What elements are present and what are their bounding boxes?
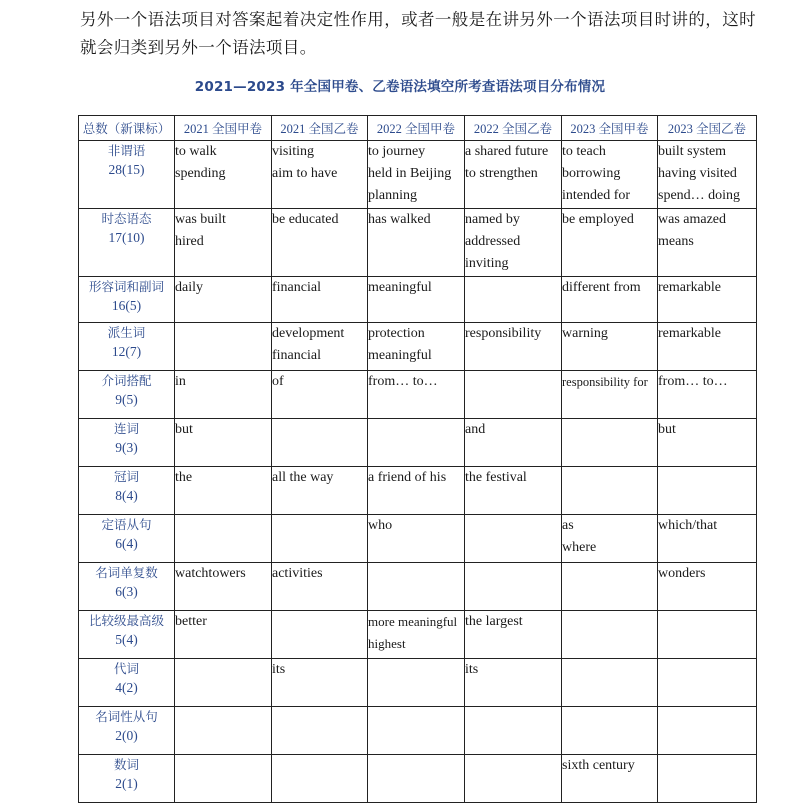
table-row	[79, 563, 757, 611]
grammar-distribution-table	[78, 115, 757, 803]
cell-text: remarkable	[658, 280, 721, 295]
cell-text: has walked	[368, 212, 431, 227]
table-cell	[272, 611, 368, 659]
grammar-item-label: 名词单复数	[95, 565, 158, 580]
table-cell	[272, 209, 368, 277]
row-header	[79, 277, 175, 323]
cell-text: to walk spending	[175, 144, 226, 181]
table-cell	[175, 755, 272, 803]
table-cell	[562, 563, 658, 611]
table-cell	[562, 323, 658, 371]
header-2022-yi: 2022 全国乙卷	[465, 116, 562, 141]
table-cell	[658, 707, 757, 755]
cell-text: but	[175, 422, 193, 437]
table-row	[79, 707, 757, 755]
cell-text: built system having visited spend… doing	[658, 144, 741, 203]
cell-text: the festival	[465, 470, 527, 485]
cell-text: which/that	[658, 518, 718, 533]
row-header	[79, 323, 175, 371]
table-cell	[658, 659, 757, 707]
table-cell	[562, 755, 658, 803]
grammar-item-count: 16(5)	[111, 298, 142, 313]
table-cell	[272, 659, 368, 707]
cell-text: the	[175, 470, 193, 485]
table-cell	[465, 371, 562, 419]
grammar-item-label: 数词	[113, 757, 139, 772]
table-cell	[658, 323, 757, 371]
table-row	[79, 323, 757, 371]
row-header	[79, 467, 175, 515]
table-cell	[465, 141, 562, 209]
grammar-item-label: 比较级最高级	[88, 613, 164, 628]
table-cell	[368, 659, 465, 707]
header-total: 总数（新课标）	[79, 116, 175, 141]
table-cell	[658, 141, 757, 209]
table-cell	[272, 277, 368, 323]
table-cell	[562, 467, 658, 515]
table-cell	[368, 371, 465, 419]
grammar-item-count: 8(4)	[115, 488, 138, 503]
table-cell	[175, 141, 272, 209]
row-header	[79, 371, 175, 419]
table-row	[79, 277, 757, 323]
table-cell	[562, 419, 658, 467]
table-cell	[175, 659, 272, 707]
table-header-row	[79, 116, 757, 141]
row-header	[79, 141, 175, 209]
cell-text: better	[175, 614, 207, 629]
table-cell	[658, 563, 757, 611]
grammar-item-count: 6(3)	[115, 584, 138, 599]
cell-text: all the way	[272, 470, 334, 485]
table-cell	[562, 277, 658, 323]
grammar-item-label: 定语从句	[101, 517, 152, 532]
cell-text: named by addressed inviting	[465, 212, 521, 271]
table-cell	[465, 755, 562, 803]
cell-text: meaningful	[368, 280, 432, 295]
table-cell	[658, 419, 757, 467]
table-cell	[272, 467, 368, 515]
row-header	[79, 515, 175, 563]
cell-text: be educated	[272, 212, 339, 227]
table-cell	[368, 755, 465, 803]
table-row	[79, 659, 757, 707]
table-cell	[658, 209, 757, 277]
header-2021-yi: 2021 全国乙卷	[272, 116, 368, 141]
table-cell	[368, 611, 465, 659]
table-cell	[465, 659, 562, 707]
table-cell	[175, 419, 272, 467]
table-cell	[465, 707, 562, 755]
grammar-item-count: 12(7)	[111, 344, 142, 359]
table-cell	[272, 515, 368, 563]
grammar-item-count: 6(4)	[115, 536, 138, 551]
table-cell	[562, 209, 658, 277]
table-row	[79, 209, 757, 277]
grammar-item-label: 派生词	[107, 325, 146, 340]
table-cell	[175, 707, 272, 755]
cell-text: warning	[562, 326, 608, 341]
grammar-item-label: 介词搭配	[101, 373, 152, 388]
cell-text: as where	[562, 518, 597, 555]
cell-text: the largest	[465, 614, 523, 629]
cell-text: of	[272, 374, 284, 389]
table-cell	[175, 467, 272, 515]
table-cell	[272, 371, 368, 419]
table-cell	[175, 323, 272, 371]
header-2021-jia: 2021 全国甲卷	[175, 116, 272, 141]
table-cell	[272, 419, 368, 467]
table-row	[79, 755, 757, 803]
table-cell	[562, 611, 658, 659]
grammar-item-label: 形容词和副词	[88, 279, 164, 294]
cell-text: and	[465, 422, 486, 437]
table-cell	[562, 515, 658, 563]
intro-paragraph: 另外一个语法项目对答案起着决定性作用，或者一般是在讲另外一个语法项目时讲的，这时就会归类到另外一个语法项目。	[80, 10, 756, 57]
table-cell	[658, 515, 757, 563]
row-header	[79, 611, 175, 659]
cell-text: was built hired	[175, 212, 226, 249]
table-cell	[272, 323, 368, 371]
table-cell	[175, 209, 272, 277]
table-cell	[368, 563, 465, 611]
row-header	[79, 209, 175, 277]
table-row	[79, 371, 757, 419]
cell-text: who	[368, 518, 393, 533]
cell-text: to journey held in Beijing planning	[368, 144, 452, 203]
cell-text: its	[465, 662, 479, 677]
header-2023-jia: 2023 全国甲卷	[562, 116, 658, 141]
grammar-item-label: 名词性从句	[95, 709, 158, 724]
row-header	[79, 707, 175, 755]
table-row	[79, 419, 757, 467]
cell-text: activities	[272, 566, 323, 581]
grammar-item-label: 时态语态	[101, 211, 152, 226]
table-cell	[465, 277, 562, 323]
table-cell	[175, 371, 272, 419]
table-cell	[562, 707, 658, 755]
grammar-item-count: 5(4)	[115, 632, 138, 647]
grammar-item-count: 4(2)	[115, 680, 138, 695]
table-cell	[175, 515, 272, 563]
cell-text: from… to…	[658, 374, 728, 389]
table-cell	[368, 419, 465, 467]
table-cell	[658, 755, 757, 803]
table-cell	[368, 277, 465, 323]
cell-text: more meaningful highest	[368, 614, 458, 651]
cell-text: responsibility	[465, 326, 542, 341]
cell-text: its	[272, 662, 286, 677]
table-cell	[272, 707, 368, 755]
table-cell	[272, 563, 368, 611]
grammar-item-count: 17(10)	[108, 230, 145, 245]
cell-text: from… to…	[368, 374, 438, 389]
table-row	[79, 141, 757, 209]
table-cell	[465, 209, 562, 277]
table-cell	[562, 371, 658, 419]
cell-text: different from	[562, 280, 641, 295]
cell-text: be employed	[562, 212, 634, 227]
grammar-item-label: 代词	[113, 661, 139, 676]
cell-text: protection meaningful	[368, 326, 432, 363]
row-header	[79, 659, 175, 707]
table-cell	[175, 277, 272, 323]
row-header	[79, 419, 175, 467]
table-row	[79, 467, 757, 515]
table-cell	[368, 467, 465, 515]
table-cell	[465, 323, 562, 371]
grammar-item-label: 冠词	[113, 469, 139, 484]
grammar-item-count: 2(0)	[115, 728, 138, 743]
table-cell	[368, 515, 465, 563]
table-cell	[465, 467, 562, 515]
table-cell	[465, 419, 562, 467]
grammar-item-count: 9(3)	[115, 440, 138, 455]
cell-text: remarkable	[658, 326, 721, 341]
grammar-item-count: 9(5)	[115, 392, 138, 407]
cell-text: to teach borrowing intended for	[562, 144, 631, 203]
grammar-item-label: 非谓语	[107, 143, 146, 158]
row-header	[79, 563, 175, 611]
cell-text: responsibility for	[562, 375, 648, 389]
header-2022-jia: 2022 全国甲卷	[368, 116, 465, 141]
cell-text: was amazed means	[658, 212, 727, 249]
table-cell	[658, 371, 757, 419]
cell-text: visiting aim to have	[272, 144, 338, 181]
cell-text: daily	[175, 280, 203, 295]
cell-text: but	[658, 422, 676, 437]
table-cell	[175, 563, 272, 611]
table-cell	[465, 563, 562, 611]
cell-text: a shared future to strengthen	[465, 144, 549, 181]
table-caption: 2021—2023 年全国甲卷、乙卷语法填空所考查语法项目分布情况	[194, 79, 606, 95]
table-cell	[368, 209, 465, 277]
cell-text: a friend of his	[368, 470, 447, 485]
table-cell	[658, 611, 757, 659]
grammar-item-label: 连词	[113, 421, 139, 436]
table-cell	[562, 659, 658, 707]
grammar-item-count: 2(1)	[115, 776, 138, 791]
row-header	[79, 755, 175, 803]
table-row	[79, 515, 757, 563]
table-cell	[562, 141, 658, 209]
table-cell	[658, 277, 757, 323]
table-cell	[368, 707, 465, 755]
table-cell	[658, 467, 757, 515]
cell-text: development financial	[272, 326, 345, 363]
table-cell	[272, 755, 368, 803]
cell-text: wonders	[658, 566, 706, 581]
cell-text: sixth century	[562, 758, 635, 773]
table-cell	[368, 141, 465, 209]
table-cell	[272, 141, 368, 209]
table-cell	[368, 323, 465, 371]
header-2023-yi: 2023 全国乙卷	[658, 116, 757, 141]
grammar-item-count: 28(15)	[108, 162, 145, 177]
table-cell	[465, 611, 562, 659]
cell-text: financial	[272, 280, 321, 295]
table-cell	[465, 515, 562, 563]
table-cell	[175, 611, 272, 659]
cell-text: in	[175, 374, 186, 389]
cell-text: watchtowers	[175, 566, 246, 581]
table-row	[79, 611, 757, 659]
